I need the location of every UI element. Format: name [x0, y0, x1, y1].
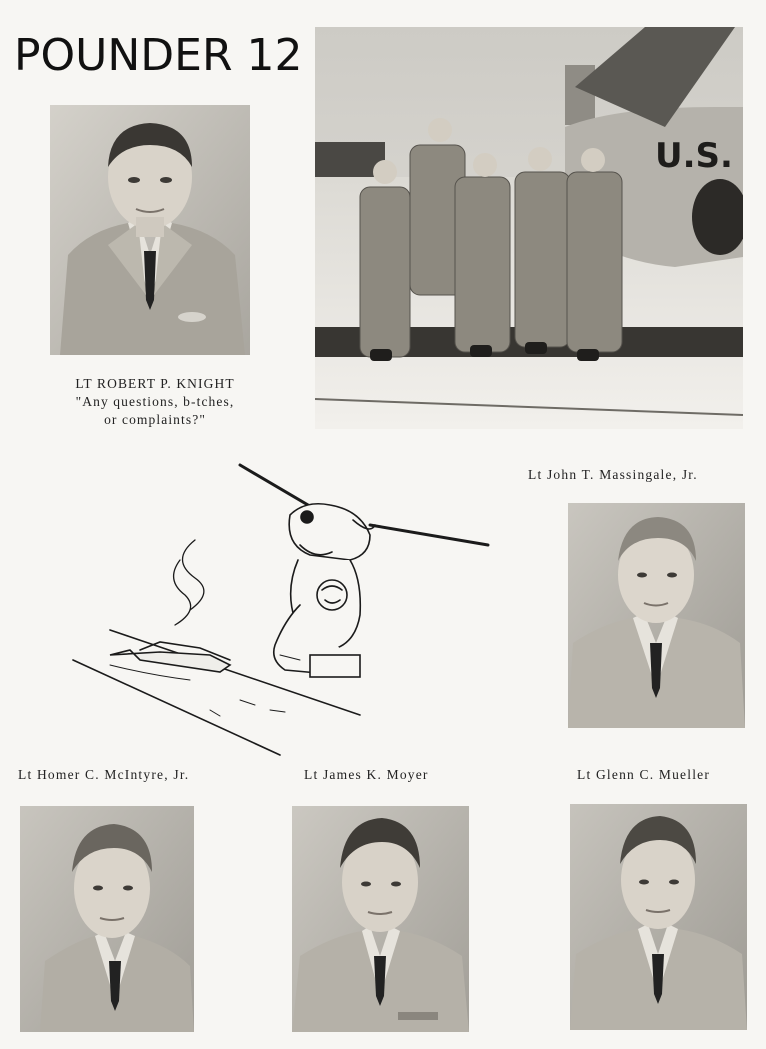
group-photo-jet — [315, 27, 743, 429]
portrait-photo-knight — [50, 105, 250, 355]
knight-quote-line1: "Any questions, b-tches, — [75, 394, 235, 409]
knight-caption — [40, 375, 270, 429]
massingale-name: Lt John T. Massingale, Jr. — [528, 467, 698, 482]
jet-marking: U.S. — [655, 136, 733, 176]
moyer-name: Lt James K. Moyer — [304, 767, 429, 782]
cartoon-illustration — [70, 460, 490, 760]
mcintyre-name: Lt Homer C. McIntyre, Jr. — [18, 767, 190, 782]
portrait-photo-mcintyre — [20, 806, 194, 1032]
portrait-photo-mueller — [570, 804, 747, 1030]
knight-quote-line2: or complaints?" — [104, 412, 206, 427]
knight-name: LT ROBERT P. KNIGHT — [75, 376, 235, 391]
mueller-name: Lt Glenn C. Mueller — [577, 767, 711, 782]
portrait-photo-massingale — [568, 503, 745, 728]
page-title: POUNDER 12 — [14, 30, 303, 81]
portrait-photo-moyer — [292, 806, 469, 1032]
